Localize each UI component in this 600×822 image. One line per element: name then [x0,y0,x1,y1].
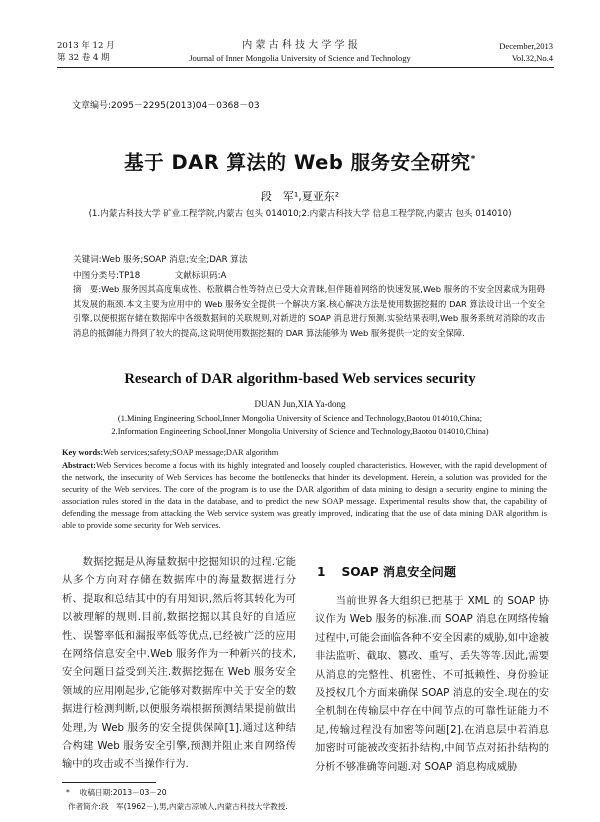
header-volume-en: Vol.32,No.4 [511,53,553,63]
footnote-received [66,787,167,798]
title-cn [0,147,600,175]
footnote-asterisk: * [66,788,70,797]
keywords-en [62,447,547,459]
title-en: Research of DAR algorithm-based Web services security [124,371,476,387]
header-volume-cn: 第 32 卷 4 期 [57,53,110,63]
header-rule [57,67,554,68]
article-id: 文章编号:2095－2295(2013)04－0368－03 [72,101,260,111]
body-left-column: 数据挖掘是从海量数据中挖掘知识的过程.它能从多个方向对存储在数据库中的海量数据进行分析、提取和总结其中的有用知识,然后将其转化为可以被理解的规则.目前,数据挖掘以其良好的自适应性、误警率低和漏报率低等优点,已经被广泛的应用在网络信息安全中.Web 服务作为一种新兴的技术,安全问题日益受到关注.数据挖掘在 Web 服务安全领域的应用刚起步,它能够对数据库中关于安全的数据进行检测判断,以便服务端根据预测结果提前做出处理,为 Web 服务的安全提供保障[1].通过这种结合构建 Web 服务安全引擎,预测并阻止来自网络传输中的攻击或不当操作行为. [62,556,296,771]
abstract-en-text: Web Services become a focus with its highly integrated and loosely coupled characteristics. However, with the rapid development of the network, the insecurity of Web Services has become the bottlenecks that hinder its development. Herein, a solution was provided for the security of the Web services. The core of the program is to use the DAR algorithm of data mining to design a security engine to mining the association rules stored in the data in the database, and to predict the new SOAP message. Experimental results show that, the capability of defending the message from attacking the Web service system was greatly improved, indicating that the use of data mining DAR algorithm is able to provide some security for Web services. [62,461,547,530]
keywords-cn: 关键词:Web 服务;SOAP 消息;安全;DAR 算法 [73,255,248,265]
authors-en: DUAN Jun,XIA Ya-dong [254,399,346,409]
body-right-column: 当前世界各大组织已把基于 XML 的 SOAP 协议作为 Web 服务的标准.而 SOAP 消息在网络传输过程中,可能会面临各种不安全因素的威胁,如中途被非法监听、截取、篡改、重写、丢失等等.因此,需要从消息的完整性、机密性、不可抵赖性、身份验证及授权几个方面来确保 SOAP 消息的安全.现在的安全机制在传输层中存在中间节点的可靠性证能力不足,传输过程没有加密等问题[2].在消息层中若消息加密时可能被改变拓扑结构,中间节点对拓扑结构的分析不够准确等问题.对 SOAP 消息构成威胁 [315,595,549,773]
header-date-en: December,2013 [499,41,553,51]
footnote-rule [62,782,156,783]
title-cn-text: 基于 DAR 算法的 Web 服务安全研究 [124,151,471,174]
abstract-en-label: Abstract: [62,461,96,470]
section-heading-text: SOAP 消息安全问题 [341,565,457,579]
authors-cn: 段 军¹,夏亚东² [260,190,340,203]
affiliations-cn: (1.内蒙古科技大学 矿业工程学院,内蒙古 包头 014010;2.内蒙古科技大学 信息工程学院,内蒙古 包头 014010) [88,209,512,219]
affiliation-en-1: (1.Mining Engineering School,Inner Mongolia University of Science and Technology,Baotou 014010,China; [117,414,483,423]
header-journal-cn: 内 蒙 古 科 技 大 学 学 报 [242,40,358,51]
header-journal-en: Journal of Inner Mongolia University of Science and Technology [189,53,411,63]
section-heading [317,563,456,580]
title-footnote-mark: * [470,154,476,165]
abstract-cn: 摘 要:Web 服务因其高度集成性、松散耦合性等特点已受大众青睐,但伴随着网络的快速发展,Web 服务的不安全因素成为阻碍其发展的瓶颈.本文主要为应用中的 Web 服务安全提供一个解决方案.核心解决方法是使用数据挖掘的 DAR 算法设计出一个安全引擎,以便根据存储在数据库中各级数据间的关联规则,对新进的 SOAP 消息进行预测.实验结果表明,Web 服务系统对消除的攻击消息的抵御能力得到了较大的提高,这说明使用数据挖掘的 DAR 算法能够为 Web 服务提供一定的安全保障. [73,284,545,338]
affiliation-en-2: 2.Information Engineering School,Inner Mongolia University of Science and Technology,Baotou 014010,China) [111,427,489,436]
footnote-received-text: 收稿日期:2013－03－20 [79,788,167,797]
classification-line: 中图分类号:TP18 文献标识码:A [73,271,227,281]
header-date-cn: 2013 年 12 月 [57,41,115,51]
keywords-en-text: Web services;safety;SOAP message;DAR algorithm [103,448,279,457]
footnote-author: 作者简介:段 军(1962－),男,内蒙古凉城人,内蒙古科技大学教授. [68,802,288,811]
section-heading-number: 1 [317,565,326,579]
keywords-en-label: Key words: [62,448,104,457]
abstract-en [62,460,547,532]
